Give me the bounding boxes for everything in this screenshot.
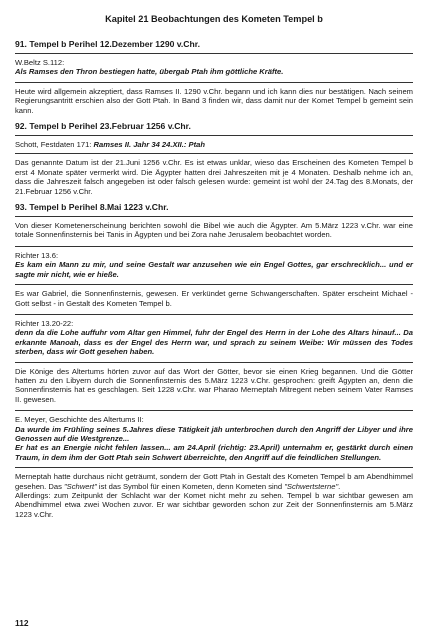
section-93-body-1: Es war Gabriel, die Sonnenfinsternis, gewesen. Er verkündet gerne Schwangerschaften. Später erscheint Michael - Gott selbst - in Gestalt des Kometen Tempel b. [15,289,413,308]
section-91-source: W.Beltz S.112: [15,58,65,67]
section-93-quote-3b: Er hat es an Energie nicht fehlen lassen... am 24.April (richtig: 23.April) unternahm er, gestärkt durch einen Traum, in dem ihm der Gott Ptah sein Schwert überreichte, den Angriff auf die feindlichen Stellungen. [15,443,413,462]
page-number: 112 [15,618,29,628]
divider [15,467,413,468]
section-91-body: Heute wird allgemein akzeptiert, dass Ramses II. 1290 v.Chr. begann und ich kann dies nur bestätigen. Nach seinem Regierungsantritt erschien also der Gott Ptah. In Band 3 finden wir, dass damit nur der Komet Tempel b gemeint sein kann. [15,86,413,115]
chapter-title: Kapitel 21 Beobachtungen des Kometen Tempel b [105,14,323,24]
body-3-text-3: . [338,481,341,491]
section-93-heading: 93. Tempel b Perihel 8.Mai 1223 v.Chr. [15,202,413,217]
divider [15,284,413,285]
section-93-ref-1: Richter 13.6: [15,250,59,260]
section-92-source-em: Ramses II. Jahr 34 24.XII.: Ptah [93,140,205,150]
section-93-quote-2: denn da die Lohe auffuhr vom Altar gen Himmel, fuhr der Engel des Herrn in der Lohe des Altars hinauf... Da erkannte Manoah, dass es der Engel des Herrn war, und sprach zu seinem Weibe: Wir müssen des Todes sterben, dass wir Gott gesehen haben. [15,328,413,357]
body-3-text-2: ist das Symbol für einen Kometen, denn Kometen sind [96,481,285,491]
divider [15,314,413,315]
divider [15,246,413,247]
section-93-body-3b: Allerdings: zum Zeitpunkt der Schlacht war der Komet nicht mehr zu sehen. Tempel b war sichtbar gewesen am Abendhimmel etwa zwei Wochen zuvor. Er war sichtbar geworden schon zur Zeit der Sonnenfinsternis am 5.März 1223 v.Chr. [15,491,413,519]
section-91-heading: 91. Tempel b Perihel 12.Dezember 1290 v.Chr. [15,39,413,54]
section-92 [15,121,413,196]
section-93-ref-2: Richter 13.20-22: [15,318,74,328]
section-93-quote-3a: Da wurde im Frühling seines 5.Jahres diese Tätigkeit jäh unterbrochen durch den Angriff der Libyer und ihre Genossen auf die Westgrenze... [15,424,413,443]
section-93-ref-3: E. Meyer, Geschichte des Altertums II: [15,415,144,425]
section-93-intro: Von dieser Kometenerscheinung berichten sowohl die Bibel wie auch die Ägypter. Am 5.März 1223 v.Chr. war eine totale Sonnenfinsternis bei Tanis in Ägypten und bei Zora nahe Jerusalem beobachtet worden. [15,221,413,240]
section-93-quote-1: Es kam ein Mann zu mir, und seine Gestalt war anzusehen wie ein Engel Gottes, gar erschrecklich... und er sagte mir nicht, wie er hieße. [15,260,413,279]
body-3-em-sword: "Schwert" [63,481,97,491]
body-3-em-swordstars: "Schwertsterne" [284,481,339,491]
divider [15,82,413,83]
section-91 [15,39,413,115]
body-3-text-1: Merneptah hatte durchaus nicht geträumt, sondern der Gott Ptah in Gestalt des Kometen Tempel b am Abendhimmel gesehen. Das [15,472,413,491]
section-92-body: Das genannte Datum ist der 21.Juni 1256 v.Chr. Es ist etwas unklar, wieso das Erscheinen des Kometen Tempel b erst 4 Monate später vermerkt wird. Die Ägypter hatten drei Jahreszeiten mit je 4 Monaten. Deshalb nehme ich an, dass die Jahreszeit falsch angegeben ist oder falsch gelesen wurde: gemeint ist wohl der 24.Tag des 8.Monats, der 21.Februar 1256 v.Chr. [15,158,413,196]
section-93-body-3 [15,472,413,491]
section-92-source [15,140,413,149]
section-92-source-prefix: Schott, Festdaten 171: [15,140,94,150]
section-91-quote: Als Ramses den Thron bestiegen hatte, übergab Ptah ihm göttliche Kräfte. [15,67,284,77]
section-93 [15,202,413,519]
divider [15,153,413,154]
section-93-body-2: Die Könige des Altertums hörten zuvor auf das Wort der Götter, bevor sie einen Krieg begannen. Und die Götter hatten zu den Libyern durch die Sonnenfinsternis des 5.März 1223 v.Chr. gesprochen: greift Ägypten an, denn die Sonnenfinsternis hat es geschlagen. Seit 1228 v.Chr. war Pharao Merneptah Mitregent neben seinem Vater Ramses II. gewesen. [15,366,413,404]
divider [15,410,413,411]
divider [15,362,413,363]
section-92-heading: 92. Tempel b Perihel 23.Februar 1256 v.Chr. [15,121,413,136]
